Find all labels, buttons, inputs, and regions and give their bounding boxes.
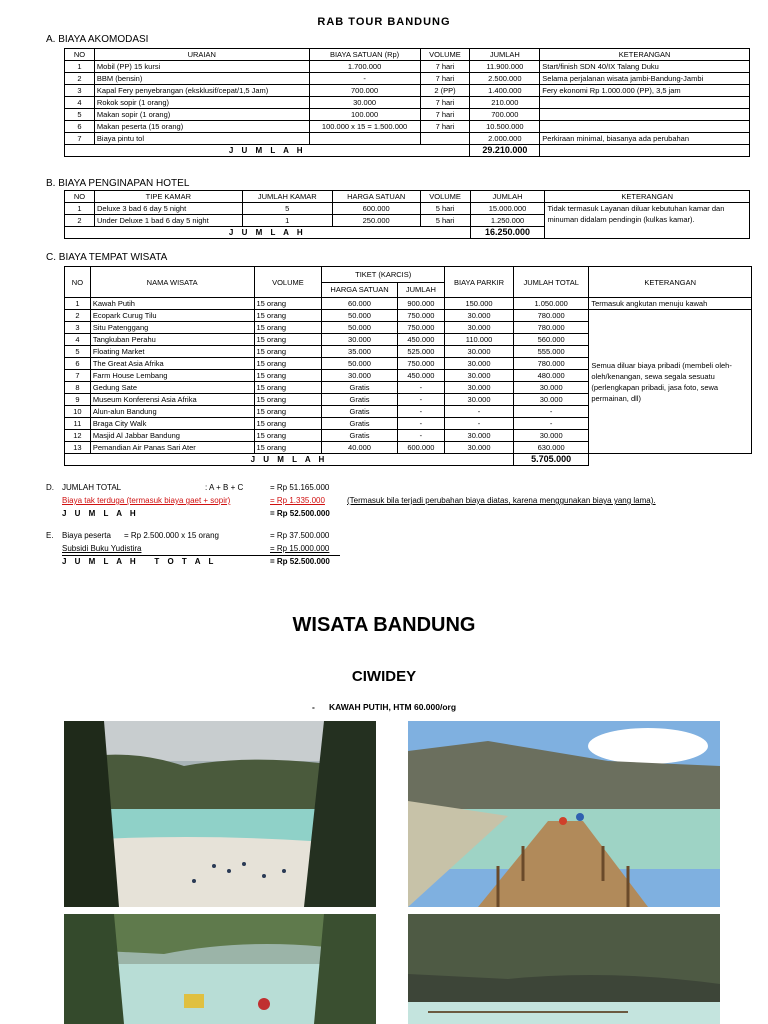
table-cell: 2	[65, 310, 91, 322]
table-cell: -	[397, 418, 444, 430]
total-label: J U M L A H	[65, 145, 470, 157]
total-label: J U M L A H	[65, 454, 514, 466]
table-cell: 30.000	[445, 358, 514, 370]
table-cell: 2	[65, 215, 95, 227]
kawah-putih-photo-2	[408, 721, 720, 907]
table-cell: Alun-alun Bandung	[90, 406, 254, 418]
tourism-note: Semua diluar biaya pribadi (membeli oleh-oleh/kenangan, sewa segala sesuatu (perlengkapan pribadi, jasa foto, sewa permainan, dll)	[589, 310, 752, 454]
table-cell: 12	[65, 430, 91, 442]
table-cell: 40.000	[322, 442, 397, 454]
table-cell: 50.000	[322, 358, 397, 370]
table-cell: 15 orang	[254, 298, 322, 310]
biaya-tak-terduga-label: Biaya tak terduga (termasuk biaya gaet + sopir)	[62, 496, 231, 505]
table-cell: 1.250.000	[470, 215, 545, 227]
table-cell: 15 orang	[254, 370, 322, 382]
table-row	[65, 61, 750, 73]
table-cell: 780.000	[513, 322, 588, 334]
table-cell: 10.500.000	[470, 121, 540, 133]
col-jumlah: JUMLAH	[470, 191, 545, 203]
total-row	[65, 454, 752, 466]
table-cell: -	[445, 418, 514, 430]
table-cell: -	[397, 406, 444, 418]
table-cell: Fery ekonomi Rp 1.000.000 (PP), 3,5 jam	[540, 85, 750, 97]
jumlah-total-label: JUMLAH TOTAL	[62, 483, 122, 492]
table-cell: 7 hari	[420, 73, 470, 85]
col-volume: VOLUME	[420, 49, 470, 61]
table-cell: 8	[65, 382, 91, 394]
table-cell	[309, 133, 420, 145]
col-no: NO	[65, 267, 91, 298]
table-cell: Deluxe 3 bad 6 day 5 night	[94, 203, 242, 215]
table-cell: BBM (bensin)	[94, 73, 309, 85]
table-cell: 600.000	[397, 442, 444, 454]
table-cell: Makan sopir (1 orang)	[94, 109, 309, 121]
table-cell: 1.400.000	[470, 85, 540, 97]
table-cell	[540, 109, 750, 121]
col-volume: VOLUME	[254, 267, 322, 298]
kawah-putih-photo-4	[408, 914, 720, 1024]
table-cell: 30.000	[445, 430, 514, 442]
table-cell: 1.700.000	[309, 61, 420, 73]
subsidi-label: Subsidi Buku Yudistira	[62, 544, 142, 553]
table-cell: 30.000	[445, 370, 514, 382]
col-jumlah-total: JUMLAH TOTAL	[513, 267, 588, 298]
biaya-peserta-label: Biaya peserta	[62, 531, 111, 540]
col-tipe-kamar: TIPE KAMAR	[94, 191, 242, 203]
table-row	[65, 121, 750, 133]
table-cell	[540, 97, 750, 109]
total-value: 16.250.000	[470, 227, 545, 239]
table-cell: Museum Konferensi Asia Afrika	[90, 394, 254, 406]
col-biaya-parkir: BIAYA PARKIR	[445, 267, 514, 298]
col-biaya-satuan: BIAYA SATUAN (Rp)	[309, 49, 420, 61]
section-e-letter: E.	[46, 531, 54, 540]
table-cell: 30.000	[445, 310, 514, 322]
section-b-heading: B. BIAYA PENGINAPAN HOTEL	[46, 178, 190, 189]
total-value: 5.705.000	[513, 454, 588, 466]
table-cell: 30.000	[513, 394, 588, 406]
table-cell: 7 hari	[420, 109, 470, 121]
table-cell: 630.000	[513, 442, 588, 454]
table-cell: 555.000	[513, 346, 588, 358]
table-row	[65, 85, 750, 97]
table-cell: 50.000	[322, 322, 397, 334]
table-cell: 1	[242, 215, 332, 227]
section-d-total-value: = Rp 52.500.000	[270, 509, 330, 518]
section-e-total-value: = Rp 52.500.000	[270, 557, 330, 566]
table-cell: Tangkuban Perahu	[90, 334, 254, 346]
table-cell: Under Deluxe 1 bad 6 day 5 night	[94, 215, 242, 227]
table-cell: Start/finish SDN 40/IX Talang Duku	[540, 61, 750, 73]
jumlah-total-formula: : A + B + C	[205, 483, 244, 492]
table-cell: 5	[65, 109, 95, 121]
table-cell: 15 orang	[254, 310, 322, 322]
table-cell: 750.000	[397, 358, 444, 370]
table-cell: 700.000	[309, 85, 420, 97]
table-cell: 10	[65, 406, 91, 418]
ciwidey-title: CIWIDEY	[351, 668, 417, 685]
table-cell: 35.000	[322, 346, 397, 358]
table-cell: Gratis	[322, 394, 397, 406]
section-a-heading: A. BIAYA AKOMODASI	[46, 34, 149, 45]
table-cell: -	[397, 382, 444, 394]
col-jumlah: JUMLAH	[470, 49, 540, 61]
tourism-table	[64, 266, 752, 466]
kawah-caption: - KAWAH PUTIH, HTM 60.000/org	[311, 702, 457, 712]
col-keterangan: KETERANGAN	[540, 49, 750, 61]
table-cell: 7 hari	[420, 121, 470, 133]
table-cell: 30.000	[445, 394, 514, 406]
table-cell: Gratis	[322, 406, 397, 418]
section-d-letter: D.	[46, 483, 54, 492]
table-row	[65, 109, 750, 121]
table-cell: Mobil (PP) 15 kursi	[94, 61, 309, 73]
table-cell: 30.000	[513, 430, 588, 442]
section-d-total-label: J U M L A H	[62, 509, 139, 518]
table-cell: 780.000	[513, 310, 588, 322]
table-cell: Gratis	[322, 418, 397, 430]
table-cell: 7	[65, 133, 95, 145]
table-cell: Kapal Fery penyebrangan (eksklusif/cepat/1,5 Jam)	[94, 85, 309, 97]
jumlah-total-value: = Rp 51.165.000	[270, 483, 330, 492]
table-cell: 150.000	[445, 298, 514, 310]
col-jumlah-kamar: JUMLAH KAMAR	[242, 191, 332, 203]
table-cell: Situ Patenggang	[90, 322, 254, 334]
col-tiket: TIKET (KARCIS)	[322, 267, 445, 283]
sum-divider	[62, 555, 340, 556]
table-cell: Floating Market	[90, 346, 254, 358]
table-cell: 560.000	[513, 334, 588, 346]
table-cell: 15 orang	[254, 442, 322, 454]
table-cell: 100.000	[309, 109, 420, 121]
subsidi-value: = Rp 15.000.000	[270, 544, 330, 553]
table-cell: Pemandian Air Panas Sari Ater	[90, 442, 254, 454]
col-harga-satuan: HARGA SATUAN	[322, 282, 397, 298]
table-row	[65, 97, 750, 109]
table-cell: 30.000	[445, 382, 514, 394]
biaya-tak-terduga-value: = Rp 1.335.000	[270, 496, 325, 505]
table-cell: 30.000	[322, 334, 397, 346]
table-cell: -	[513, 418, 588, 430]
table-cell: 6	[65, 121, 95, 133]
biaya-tak-terduga-note: (Termasuk bila terjadi perubahan biaya diatas, karena menggunakan biaya yang lama).	[347, 496, 656, 505]
table-cell: 5 hari	[420, 215, 470, 227]
table-cell: Masjid Al Jabbar Bandung	[90, 430, 254, 442]
table-cell: 5	[242, 203, 332, 215]
table-cell: 5	[65, 346, 91, 358]
biaya-peserta-formula: = Rp 2.500.000 x 15 orang	[124, 531, 219, 540]
table-cell: Gratis	[322, 382, 397, 394]
total-label: J U M L A H	[65, 227, 471, 239]
table-cell: 110.000	[445, 334, 514, 346]
table-cell: 250.000	[332, 215, 420, 227]
table-cell: Ecopark Curug Tilu	[90, 310, 254, 322]
table-cell: 15 orang	[254, 346, 322, 358]
tourism-note-first: Termasuk angkutan menuju kawah	[589, 298, 752, 310]
table-cell: 900.000	[397, 298, 444, 310]
table-row	[65, 298, 752, 310]
table-cell: 15 orang	[254, 382, 322, 394]
table-cell: 4	[65, 97, 95, 109]
col-jumlah: JUMLAH	[397, 282, 444, 298]
table-cell: Farm House Lembang	[90, 370, 254, 382]
table-cell: Braga City Walk	[90, 418, 254, 430]
col-keterangan: KETERANGAN	[545, 191, 750, 203]
total-value: 29.210.000	[470, 145, 540, 157]
table-cell: 15 orang	[254, 334, 322, 346]
col-no: NO	[65, 49, 95, 61]
table-cell: The Great Asia Afrika	[90, 358, 254, 370]
table-cell: 1	[65, 203, 95, 215]
col-nama-wisata: NAMA WISATA	[90, 267, 254, 298]
table-cell: 750.000	[397, 322, 444, 334]
empty-cell	[540, 145, 750, 157]
table-cell: 1.050.000	[513, 298, 588, 310]
table-cell: 15 orang	[254, 322, 322, 334]
table-cell: 480.000	[513, 370, 588, 382]
table-cell: Rokok sopir (1 orang)	[94, 97, 309, 109]
table-cell: 1	[65, 298, 91, 310]
accommodation-table	[64, 48, 750, 157]
table-cell: Makan peserta (15 orang)	[94, 121, 309, 133]
table-cell: 30.000	[445, 346, 514, 358]
table-cell: 700.000	[470, 109, 540, 121]
table-cell: Biaya pintu tol	[94, 133, 309, 145]
table-cell: 450.000	[397, 334, 444, 346]
section-e-total-label: J U M L A H T O T A L	[62, 557, 217, 566]
table-cell: 6	[65, 358, 91, 370]
table-cell: -	[513, 406, 588, 418]
table-cell: 15 orang	[254, 394, 322, 406]
table-cell: 30.000	[445, 322, 514, 334]
table-cell: 11	[65, 418, 91, 430]
table-cell: 600.000	[332, 203, 420, 215]
table-cell	[420, 133, 470, 145]
col-keterangan: KETERANGAN	[589, 267, 752, 298]
biaya-peserta-value: = Rp 37.500.000	[270, 531, 330, 540]
table-cell: Perkiraan minimal, biasanya ada perubahan	[540, 133, 750, 145]
kawah-putih-photo-3	[64, 914, 376, 1024]
table-cell: 13	[65, 442, 91, 454]
table-cell	[540, 121, 750, 133]
table-cell: 525.000	[397, 346, 444, 358]
table-cell: 9	[65, 394, 91, 406]
table-cell: 2 (PP)	[420, 85, 470, 97]
table-cell: 15.000.000	[470, 203, 545, 215]
table-cell: 60.000	[322, 298, 397, 310]
table-row	[65, 203, 750, 215]
table-row	[65, 310, 752, 322]
section-c-heading: C. BIAYA TEMPAT WISATA	[46, 252, 168, 263]
table-cell: -	[397, 430, 444, 442]
kawah-putih-photo-1	[64, 721, 376, 907]
table-cell: 2.000.000	[470, 133, 540, 145]
table-cell: 100.000 x 15 = 1.500.000	[309, 121, 420, 133]
table-cell: 30.000	[322, 370, 397, 382]
table-cell: 780.000	[513, 358, 588, 370]
table-cell: Gedung Sate	[90, 382, 254, 394]
table-cell: 2	[65, 73, 95, 85]
table-row	[65, 73, 750, 85]
total-row	[65, 145, 750, 157]
hotel-table	[64, 190, 750, 239]
table-cell: 15 orang	[254, 430, 322, 442]
wisata-title: WISATA BANDUNG	[292, 614, 476, 636]
table-cell: 15 orang	[254, 358, 322, 370]
table-cell: 4	[65, 334, 91, 346]
table-cell: 30.000	[445, 442, 514, 454]
table-cell: Selama perjalanan wisata jambi-Bandung-Jambi	[540, 73, 750, 85]
table-row	[65, 133, 750, 145]
table-cell: 30.000	[309, 97, 420, 109]
table-cell: 7	[65, 370, 91, 382]
table-cell: Kawah Putih	[90, 298, 254, 310]
table-cell: 450.000	[397, 370, 444, 382]
table-cell: -	[309, 73, 420, 85]
table-cell: 2.500.000	[470, 73, 540, 85]
col-no: NO	[65, 191, 95, 203]
table-cell: 210.000	[470, 97, 540, 109]
table-cell: 7 hari	[420, 97, 470, 109]
table-cell: Gratis	[322, 430, 397, 442]
table-cell: 7 hari	[420, 61, 470, 73]
col-uraian: URAIAN	[94, 49, 309, 61]
table-cell: 5 hari	[420, 203, 470, 215]
hotel-note: Tidak termasuk Layanan diluar kebutuhan kamar dan minuman didalam pendingin (kulkas kamar).	[545, 203, 750, 239]
col-harga-satuan: HARGA SATUAN	[332, 191, 420, 203]
table-cell: 50.000	[322, 310, 397, 322]
table-cell: -	[397, 394, 444, 406]
col-volume: VOLUME	[420, 191, 470, 203]
table-cell: 1	[65, 61, 95, 73]
page-title: RAB TOUR BANDUNG	[317, 16, 451, 28]
table-cell: 3	[65, 85, 95, 97]
table-cell: 15 orang	[254, 418, 322, 430]
table-cell: -	[445, 406, 514, 418]
table-cell: 750.000	[397, 310, 444, 322]
table-cell: 11.900.000	[470, 61, 540, 73]
table-cell: 15 orang	[254, 406, 322, 418]
table-cell: 30.000	[513, 382, 588, 394]
table-cell: 3	[65, 322, 91, 334]
